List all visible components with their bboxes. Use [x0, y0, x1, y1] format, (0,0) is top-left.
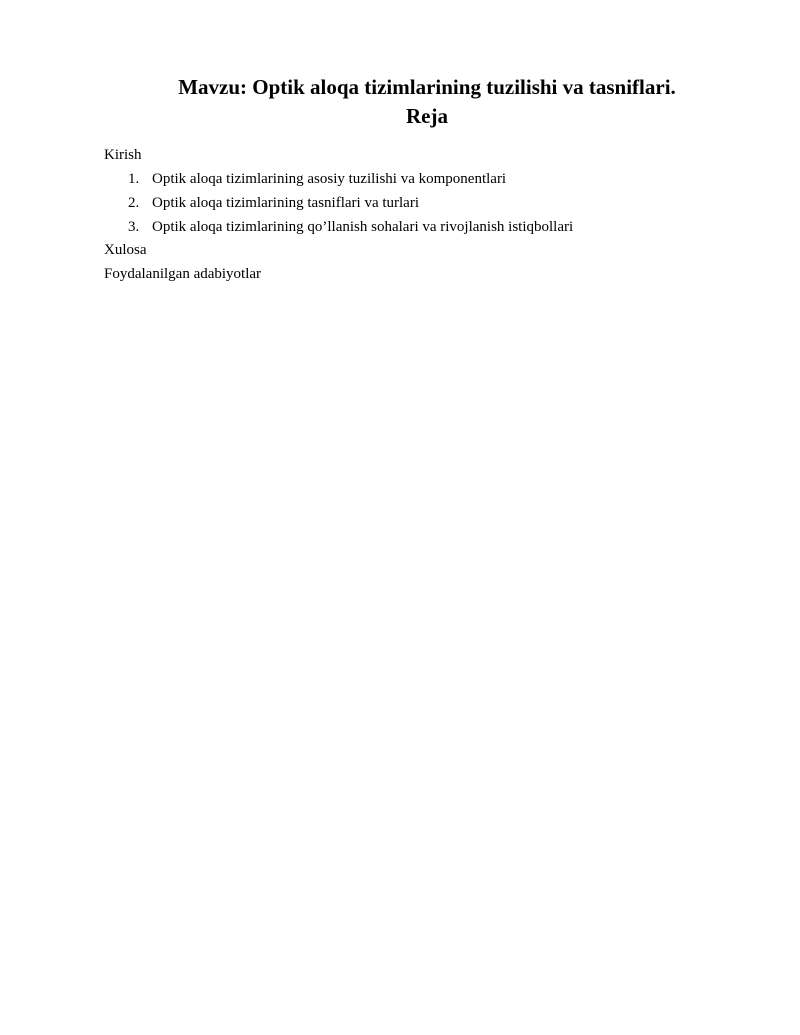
plan-heading: Reja [406, 104, 448, 128]
intro-line: Kirish [104, 147, 142, 163]
references-line: Foydalanilgan adabiyotlar [104, 266, 262, 282]
plan-item-text: Optik aloqa tizimlarining qo’llanish sohalari va rivojlanish istiqbollari [152, 219, 574, 235]
conclusion-line: Xulosa [104, 242, 147, 258]
plan-item-number: 2. [128, 195, 140, 211]
plan-item-number: 3. [128, 219, 140, 235]
document-title: Mavzu: Optik aloqa tizimlarining tuzilishi va tasniflari. [178, 75, 676, 99]
plan-item-number: 1. [128, 171, 140, 187]
plan-item-text: Optik aloqa tizimlarining asosiy tuzilishi va komponentlari [152, 171, 507, 187]
plan-item-text: Optik aloqa tizimlarining tasniflari va turlari [152, 195, 420, 211]
